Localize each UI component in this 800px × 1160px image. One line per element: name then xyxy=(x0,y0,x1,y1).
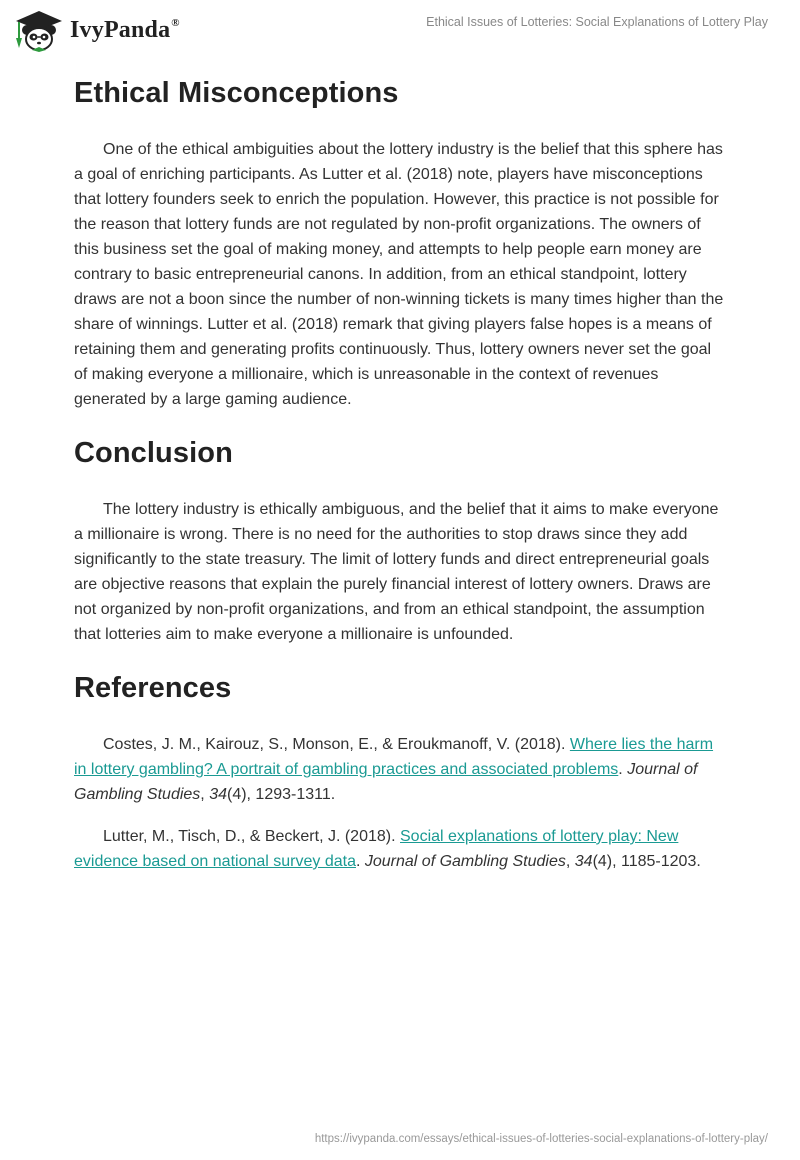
reference-link[interactable]: Where lies the harm in lottery gambling? A portrait of gambling practices and associated problems xyxy=(74,736,714,778)
essay-content xyxy=(74,70,724,874)
section-title-references: References xyxy=(74,672,232,704)
reference-entry: Costes, J. M., Kairouz, S., Monson, E., & Eroukmanoff, V. (2018). Where lies the harm in lottery gambling? A portrait of gambling practices and associated problems. Journal of Gambling Studies, 34(4), 1293-1311. xyxy=(74,736,714,803)
reference-volume: 34 xyxy=(209,786,227,803)
brand-name: IvyPanda® xyxy=(70,16,180,43)
ivypanda-logo[interactable] xyxy=(14,8,180,52)
section-body-misconceptions: One of the ethical ambiguities about the lottery industry is the belief that this sphere has a goal of enriching participants. As Lutter et al. (2018) note, players have misconceptions that lottery founders seek to enrich the population. However, this practice is not possible for the reason that lottery funds are not regulated by non-profit organizations. The owners of this business set the goal of making money, and attempts to help people earn money are contrary to basic entrepreneurial canons. In addition, from an ethical standpoint, lottery draws are not a boon since the number of non-winning tickets is many times higher than the share of winnings. Lutter et al. (2018) remark that giving players false hopes is a means of retaining them and generating profits continuously. Thus, lottery owners never set the goal of making everyone a millionaire, which is unreasonable in the context of revenues generated by a large gaming audience. xyxy=(74,141,724,408)
footer-source-url[interactable]: https://ivypanda.com/essays/ethical-issues-of-lotteries-social-explanations-of-lottery-play/ xyxy=(314,1133,768,1145)
reference-link[interactable]: Social explanations of lottery play: New evidence based on national survey data xyxy=(74,828,679,870)
reference-volume: 34 xyxy=(574,853,593,870)
reference-pages: (4), 1185-1203. xyxy=(592,853,701,870)
section-title-conclusion: Conclusion xyxy=(74,437,233,469)
panda-graduate-icon xyxy=(14,8,64,52)
page-header xyxy=(0,0,800,60)
reference-authors: Costes, J. M., Kairouz, S., Monson, E., & Eroukmanoff, V. (2018). xyxy=(103,736,570,753)
reference-entry: Lutter, M., Tisch, D., & Beckert, J. (2018). Social explanations of lottery play: New evidence based on national survey data. Journal of Gambling Studies, 34(4), 1185-1203. xyxy=(74,828,701,870)
section-title-misconceptions: Ethical Misconceptions xyxy=(74,77,399,109)
reference-pages: (4), 1293-1311. xyxy=(226,786,336,803)
section-body-conclusion: The lottery industry is ethically ambiguous, and the belief that it aims to make everyone a millionaire is wrong. There is no need for the authorities to stop draws since they add significantly to the state treasury. The limit of lottery funds and direct entrepreneurial goals are objective reasons that explain the purely financial interest of lottery owners. Draws are not organized by non-profit organizations, and from an ethical standpoint, the assumption that lotteries aim to make everyone a millionaire is unfounded. xyxy=(74,501,719,643)
reference-journal: Journal of Gambling Studies xyxy=(74,761,698,803)
document-title: Ethical Issues of Lotteries: Social Explanations of Lottery Play xyxy=(426,15,768,29)
reference-journal: Journal of Gambling Studies xyxy=(364,853,566,870)
reference-authors: Lutter, M., Tisch, D., & Beckert, J. (2018). xyxy=(103,828,400,845)
